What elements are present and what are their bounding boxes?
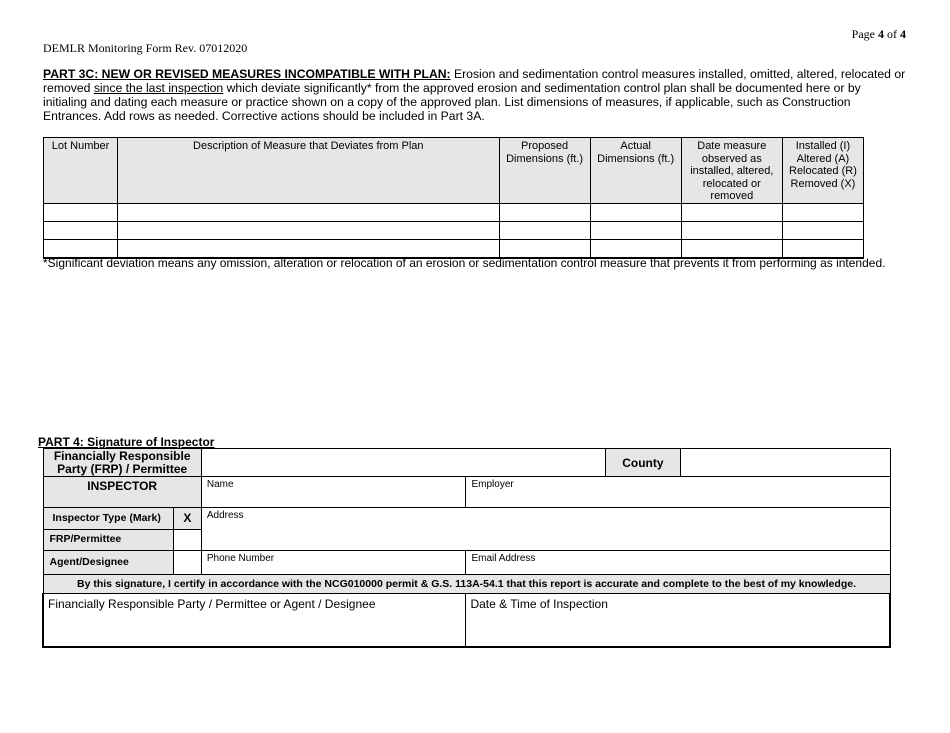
- table-cell[interactable]: [681, 239, 782, 258]
- frp-permittee-mark[interactable]: [173, 530, 201, 551]
- col-actual-dimensions: Actual Dimensions (ft.): [590, 138, 681, 204]
- table-row: [44, 239, 864, 258]
- inspector-type-label: Inspector Type (Mark): [43, 508, 173, 530]
- agent-row: [43, 551, 890, 575]
- agent-designee-label: Agent/Designee: [43, 551, 173, 575]
- col-lot-number: Lot Number: [44, 138, 118, 204]
- part3c-text-a: Erosion and sedimentation control measures installed, omitted, altered, relocated or removed: [43, 67, 906, 95]
- page-current: 4: [878, 27, 884, 41]
- table-cell[interactable]: [44, 239, 118, 258]
- frp-field[interactable]: [201, 449, 605, 477]
- frp-permittee-label: FRP/Permittee: [43, 530, 173, 551]
- name-label: Name: [206, 479, 234, 490]
- page-label: Page: [851, 27, 875, 41]
- table-cell[interactable]: [590, 239, 681, 258]
- part3c-heading: PART 3C: NEW OR REVISED MEASURES INCOMPATIBLE WITH PLAN:: [43, 67, 451, 81]
- col-proposed-dimensions: Proposed Dimensions (ft.): [499, 138, 590, 204]
- email-label: Email Address: [471, 553, 536, 564]
- inspector-type-row: [43, 508, 890, 530]
- name-field[interactable]: [201, 477, 466, 508]
- page-of: of: [887, 27, 897, 41]
- form-revision: DEMLR Monitoring Form Rev. 07012020: [43, 41, 248, 55]
- agent-designee-mark[interactable]: [173, 551, 201, 575]
- page-total: 4: [900, 27, 906, 41]
- table-cell[interactable]: [499, 203, 590, 221]
- address-label: Address: [206, 510, 244, 521]
- employer-label: Employer: [471, 479, 514, 490]
- phone-field[interactable]: [201, 551, 466, 575]
- part3c-text-underlined: since the last inspection: [93, 81, 224, 95]
- signature-label: Financially Responsible Party / Permittee or Agent / Designee: [48, 597, 376, 611]
- mark-header: X: [173, 508, 201, 530]
- part3c-header-row: [44, 138, 864, 204]
- table-cell[interactable]: [681, 203, 782, 221]
- col-description: Description of Measure that Deviates from Plan: [118, 138, 499, 204]
- county-field[interactable]: [680, 449, 890, 477]
- inspector-label: INSPECTOR: [43, 477, 201, 508]
- table-cell[interactable]: [118, 221, 499, 239]
- page-number: [852, 27, 906, 42]
- part3c-text-b: which deviate significantly* from the approved erosion and sedimentation control plan shall be documented here or by initialing and dating each measure or practice shown on a copy of the approved plan. List dimensions of measures, if applicable, such as Construction Entrances. Add rows as needed. Corrective actions should be included in Part 3A.: [43, 81, 861, 123]
- col-date-observed: Date measure observed as installed, altered, relocated or removed: [681, 138, 782, 204]
- email-field[interactable]: [466, 551, 890, 575]
- table-row: [44, 221, 864, 239]
- table-row: [44, 203, 864, 221]
- signature-row: [43, 594, 890, 648]
- table-cell[interactable]: [681, 221, 782, 239]
- col-status-code: Installed (I) Altered (A) Relocated (R) Removed (X): [782, 138, 863, 204]
- table-cell[interactable]: [782, 221, 863, 239]
- county-label: County: [605, 449, 680, 477]
- part4-title: PART 4: Signature of Inspector: [38, 435, 215, 449]
- table-cell[interactable]: [590, 203, 681, 221]
- frp-label: Financially Responsible Party (FRP) / Permittee: [43, 449, 201, 477]
- phone-label: Phone Number: [206, 553, 275, 564]
- table-cell[interactable]: [782, 239, 863, 258]
- table-cell[interactable]: [499, 221, 590, 239]
- part3c-table: [43, 137, 864, 259]
- part3c-instructions: [43, 67, 907, 123]
- inspector-signature-table: [42, 448, 891, 648]
- table-cell[interactable]: [499, 239, 590, 258]
- table-cell[interactable]: [782, 203, 863, 221]
- employer-field[interactable]: [466, 477, 890, 508]
- significant-deviation-footnote: *Significant deviation means any omission, alteration or relocation of an erosion or sedimentation control measure that prevents it from performing as intended.: [43, 256, 886, 270]
- certification-row: [43, 575, 890, 594]
- table-cell[interactable]: [44, 221, 118, 239]
- inspection-datetime-label: Date & Time of Inspection: [470, 597, 608, 611]
- frp-row: [43, 449, 890, 477]
- inspection-datetime-field[interactable]: [466, 594, 890, 648]
- inspector-row: [43, 477, 890, 508]
- table-cell[interactable]: [118, 239, 499, 258]
- address-field[interactable]: [201, 508, 890, 551]
- table-cell[interactable]: [118, 203, 499, 221]
- certification-statement: By this signature, I certify in accordance with the NCG010000 permit & G.S. 113A-54.1 that this report is accurate and complete to the best of my knowledge.: [43, 575, 890, 594]
- table-cell[interactable]: [44, 203, 118, 221]
- signature-field[interactable]: [43, 594, 466, 648]
- table-cell[interactable]: [590, 221, 681, 239]
